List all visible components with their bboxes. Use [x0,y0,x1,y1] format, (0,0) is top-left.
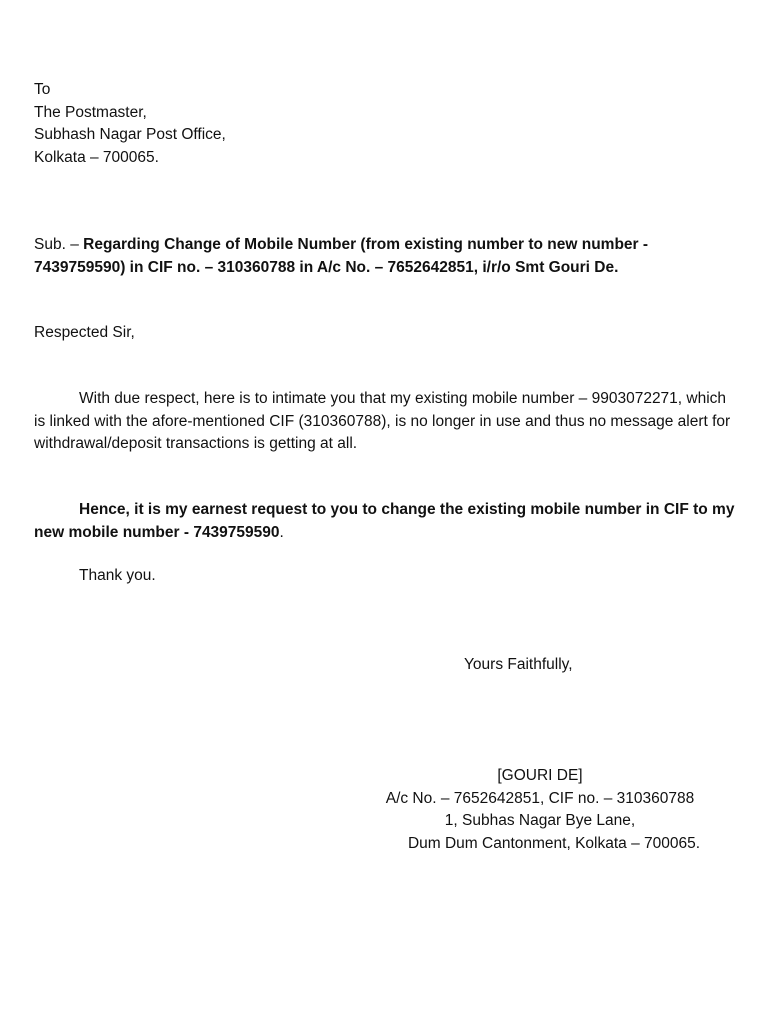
signature-name: [GOURI DE] [497,767,583,784]
recipient-office: Subhash Nagar Post Office, [34,126,226,143]
salutation: Respected Sir, [34,324,135,341]
recipient-address [34,79,734,169]
request-paragraph [34,499,739,544]
recipient-city: Kolkata – 700065. [34,148,159,166]
thanks-line: Thank you. [79,567,156,584]
recipient-to: To [34,81,51,98]
subject-text: Regarding Change of Mobile Number (from existing number to new number - 7439759590) in CIF no. – 310360788 in A/c No. – 7652642851, i/r/o Smt Gouri De. [34,236,649,276]
signature-block [330,765,750,855]
closing-line: Yours Faithfully, [464,656,573,673]
subject-line [34,234,739,279]
subject-prefix: Sub. – [34,236,84,253]
request-end: . [279,523,284,541]
signature-address-2: Dum Dum Cantonment, Kolkata – 700065. [407,834,701,852]
recipient-title: The Postmaster, [34,103,147,121]
signature-address-1: 1, Subhas Nagar Bye Lane, [444,812,636,829]
request-text: Hence, it is my earnest request to you to change the existing mobile number in CIF to my new mobile number - 7439759590 [34,501,735,541]
body-paragraph-1: With due respect, here is to intimate you that my existing mobile number – 9903072271, which is linked with the afore-mentioned CIF (310360788), is no longer in use and thus no message alert for withdrawal/deposit transactions is getting at all. [34,390,731,452]
signature-account: A/c No. – 7652642851, CIF no. – 310360788 [385,789,695,807]
